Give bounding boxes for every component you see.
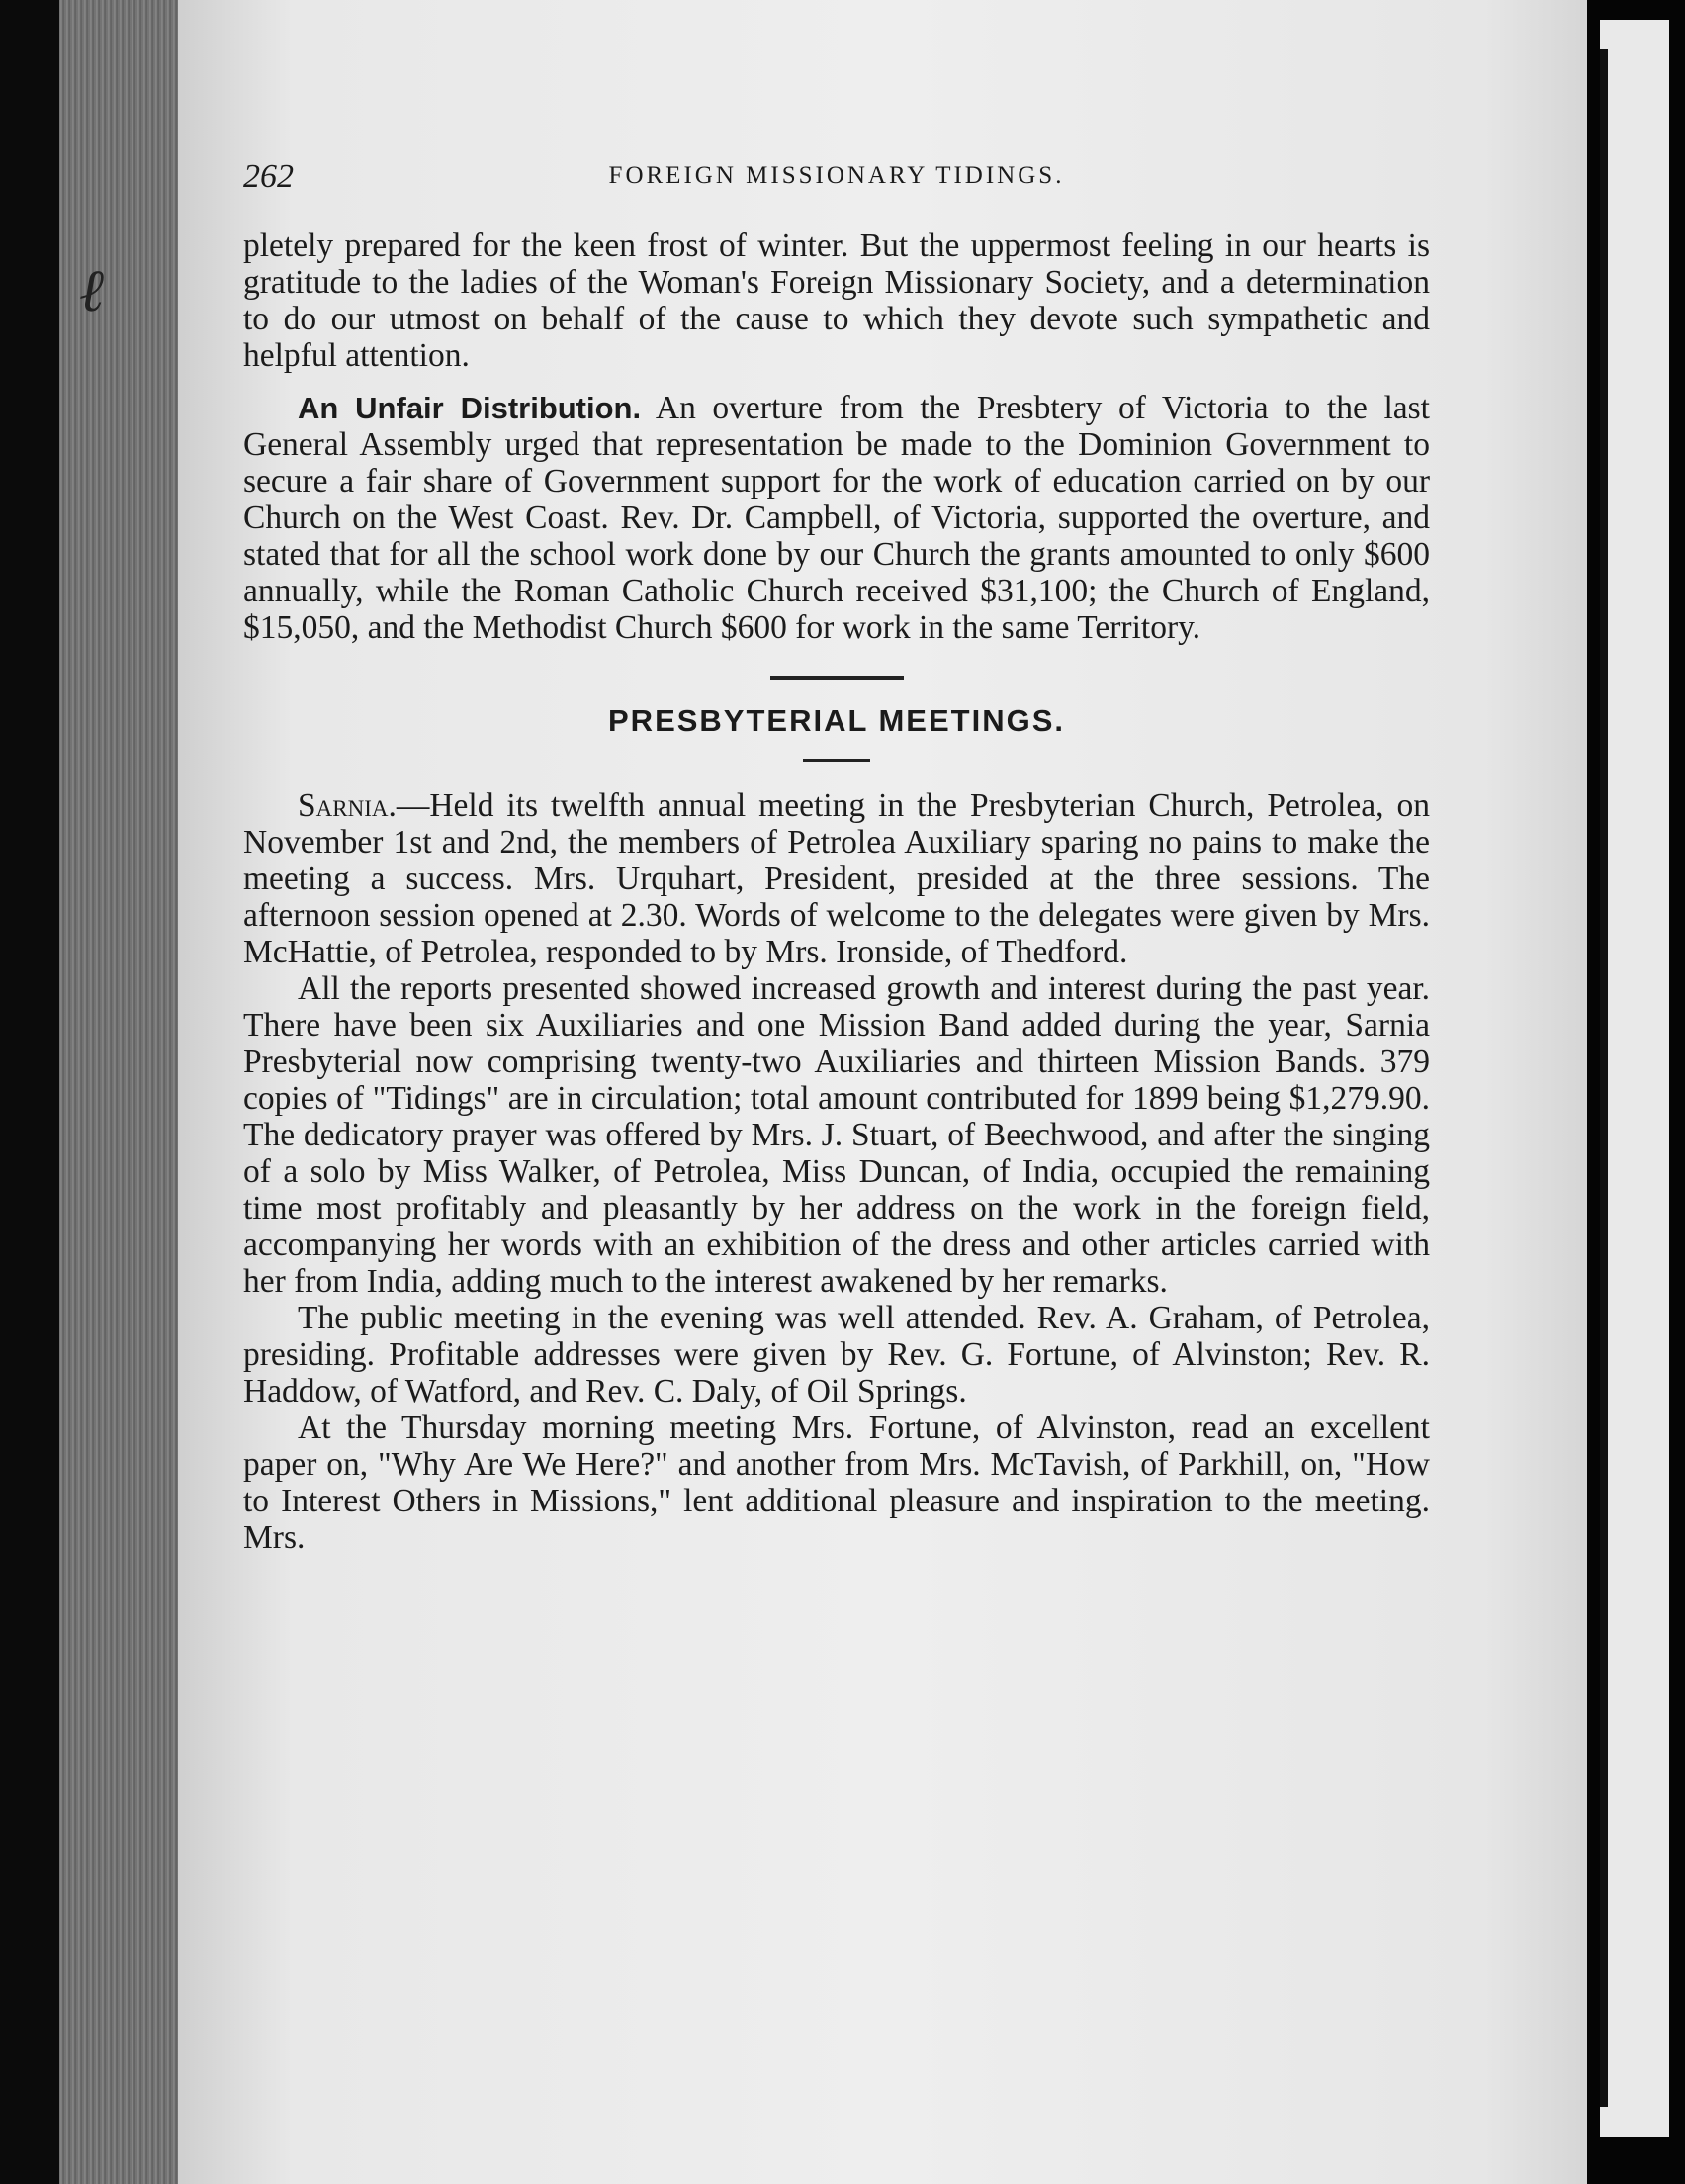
paragraph-body: An overture from the Presbtery of Victoria to the last General Assembly urged that representation be made to the Dominion Government to secure a fair share of Government support for the work of education carried on by our Church on the West Coast. Rev. Dr. Campbell, of Victoria, supported the overture, and stated that for all the school work done by our Church the grants amounted to only $600 annually, while the Roman Catholic Church received $31,100; the Church of England, $15,050, and the Methodist Church $600 for work in the same Territory. xyxy=(243,390,1430,646)
facing-page-edge xyxy=(1600,20,1669,2137)
paragraph-public-meeting: The public meeting in the evening was well attended. Rev. A. Graham, of Petrolea, presiding. Profitable addresses were given by Rev. G. Fortune, of Alvinston; Rev. R. Haddow, of Watford, and Rev. C. Daly, of Oil Springs. xyxy=(243,1300,1430,1410)
paragraph-body: —Held its twelfth annual meeting in the Presbyterian Church, Petrolea, on November 1st and 2nd, the members of Petrolea Auxiliary sparing no pains to make the meeting a success. Mrs. Urquhart, President, presided at the three sessions. The afternoon session opened at 2.30. Words of welcome to the delegates were given by Mrs. McHattie, of Petrolea, responded to by Mrs. Ironside, of Thedford. xyxy=(243,787,1430,970)
paragraph-thursday-meeting: At the Thursday morning meeting Mrs. Fortune, of Alvinston, read an excellent paper on, "Why Are We Here?" and another from Mrs. McTavish, of Parkhill, on, "How to Interest Others in Missions," lent additional pleasure and inspiration to the meeting. Mrs. xyxy=(243,1410,1430,1556)
page-number: 262 xyxy=(243,158,294,195)
facing-page-shadow xyxy=(1600,49,1608,2107)
paragraph-continuation: pletely prepared for the keen frost of winter. But the uppermost feeling in our hearts is gratitude to the ladies of the Woman's Foreign Missionary Society, and a determination to do our utmost on behalf of the cause to which they devote such sympathetic and helpful attention. xyxy=(243,228,1430,374)
section-divider xyxy=(770,676,904,680)
heading-rule xyxy=(803,759,870,762)
run-in-heading: An Unfair Distribution. xyxy=(298,391,642,425)
paragraph-reports: All the reports presented showed increased growth and interest during the past year. There have been six Auxiliaries and one Mission Band added during the year, Sarnia Presbyterial now comprising twenty-two Auxiliaries and thirteen Mission Bands. 379 copies of "Tidings" are in circulation; total amount contributed for 1899 being $1,279.90. The dedicatory prayer was offered by Mrs. J. Stuart, of Beechwood, and after the singing of a solo by Miss Walker, of Petrolea, Miss Duncan, of India, occupied the remaining time most profitably and pleasantly by her address on the work in the foreign field, accompanying her words with an exhibition of the dress and other articles carried with her from India, adding much to the interest awakened by her remarks. xyxy=(243,970,1430,1300)
place-lead: Sarnia. xyxy=(298,787,397,824)
margin-pencil-mark: ℓ xyxy=(79,258,104,323)
section-heading: PRESBYTERIAL MEETINGS. xyxy=(608,703,1065,738)
running-title: FOREIGN MISSIONARY TIDINGS. xyxy=(608,162,1065,189)
running-head xyxy=(243,158,1430,198)
paragraph-unfair-distribution xyxy=(243,390,1430,646)
paragraph-sarnia xyxy=(243,787,1430,970)
page-content xyxy=(243,158,1430,1556)
